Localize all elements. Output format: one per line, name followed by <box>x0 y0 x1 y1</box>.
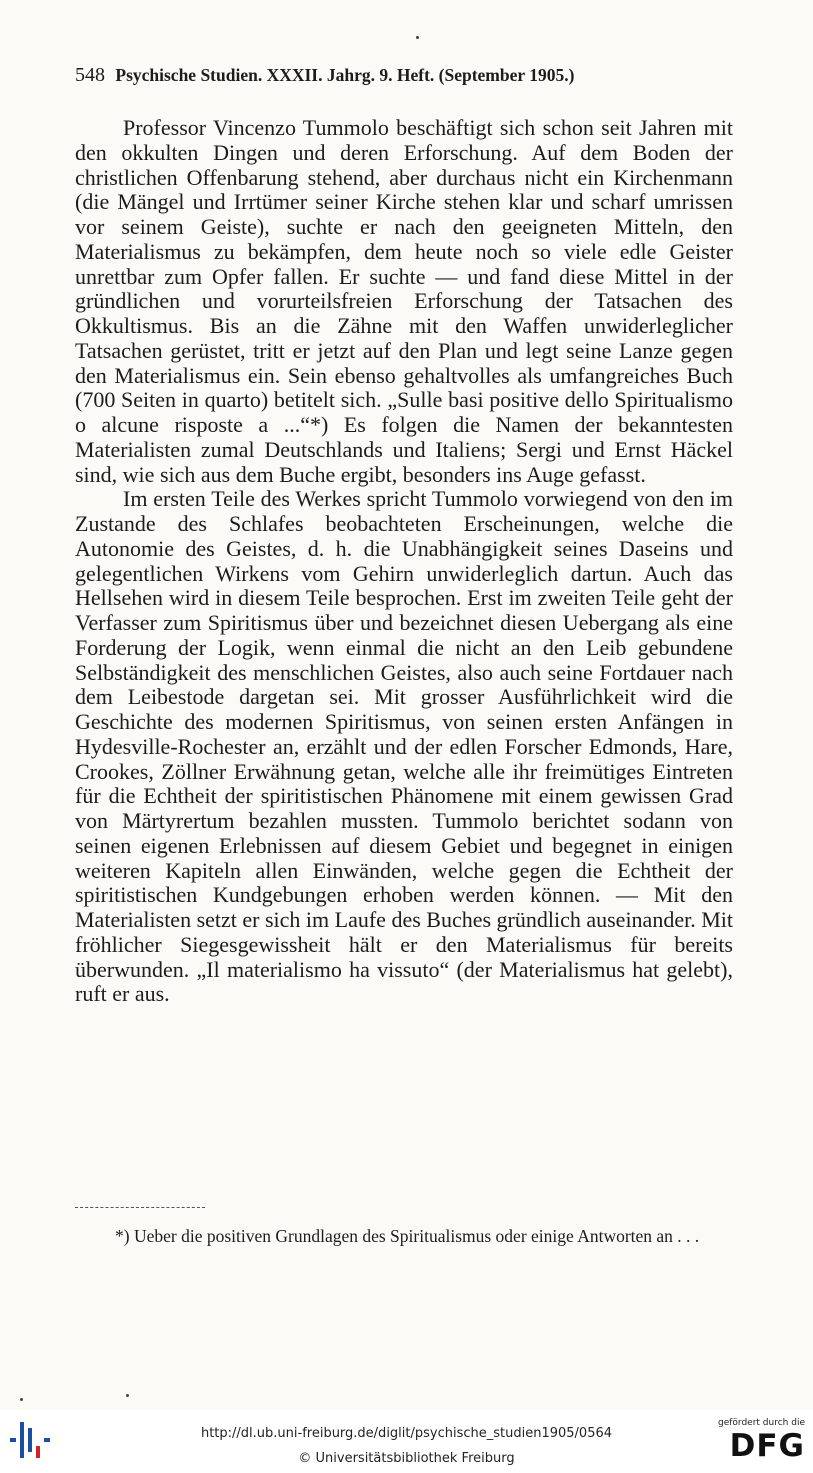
running-title: Psychische Studien. XXXII. Jahrg. 9. Heft. (September 1905.) <box>115 65 575 85</box>
copyright-text: © Universitätsbibliothek Freiburg <box>298 1451 515 1466</box>
paragraph-2: Im ersten Teile des Werkes spricht Tummolo vorwiegend von den im Zustande des Schlafes beobachteten Erscheinungen, welche die Autonomie des Geistes, d. h. die Unabhängigkeit seines Daseins und gelegentlichen Wirkens vom Gehirn unwiderleglich dartun. Auch das Hellsehen wird in diesem Teile besprochen. Erst im zweiten Teile geht der Verfasser zum Spiritismus über und bezeichnet diesen Uebergang als eine Forderung der Logik, wenn einmal die nicht an den Leib gebundene Selbständigkeit des menschlichen Geistes, also auch seine Fortdauer nach dem Leibestode dargetan sei. Mit grosser Ausführlichkeit wird die Geschichte des modernen Spiritismus, von seinen ersten Anfängen in Hydesville-Rochester an, erzählt und der edlen Forscher Edmonds, Hare, Crookes, Zöllner Erwähnung getan, welche alle ihr freimütiges Eintreten für die Echtheit der spiritistischen Phänomene mit einem gewissen Grad von Märtyrertum bezahlen mussten. Tummolo berichtet sodann von seinen eigenen Erlebnissen auf diesem Gebiet und begegnet in einigen weiteren Kapiteln allen Einwänden, welche gegen die Echtheit der spiritistischen Kundgebungen erhoben werden können. — Mit den Materialisten setzt er sich im Laufe des Buches gründlich auseinander. Mit fröhlicher Siegesgewissheit hält er den Materialismus für bereits überwunden. „Il materialismo ha vissuto“ (der Materialismus hat gelebt), ruft er aus. <box>75 486 733 1007</box>
funder-caption: gefördert durch die <box>718 1418 805 1428</box>
library-footer <box>0 1410 813 1473</box>
main-text <box>75 116 733 1007</box>
footnote-rule <box>75 1207 205 1208</box>
funder-logo-text: DFG <box>729 1428 805 1464</box>
paragraph-1: Professor Vincenzo Tummolo beschäftigt sich schon seit Jahren mit den okkulten Dingen und deren Erforschung. Auf dem Boden der christlichen Offenbarung stehend, aber durchaus nicht ein Kirchenmann (die Mängel und Irrtümer seiner Kirche stehen klar und scharf umrissen vor seinem Geiste), suchte er nach den geeigneten Mitteln, den Materialismus zu bekämpfen, dem heute noch so viele edle Geister unrettbar zum Opfer fallen. Er suchte — und fand diese Mittel in der gründlichen und vorurteilsfreien Erforschung der Tatsachen des Okkultismus. Bis an die Zähne mit den Waffen unwiderleglicher Tatsachen gerüstet, tritt er jetzt auf den Plan und legt seine Lanze gegen den Materialismus ein. Sein ebenso gehaltvolles als umfangreiches Buch (700 Seiten in quarto) betitelt sich. „Sulle basi positive dello Spiritualismo o alcune risposte a ...“*) Es folgen die Namen der bekanntesten Materialisten zumal Deutschlands und Italiens; Sergi und Ernst Häckel sind, wie sich aus dem Buche ergibt, besonders ins Auge gefasst. <box>75 115 733 487</box>
scan-speck <box>126 1394 129 1397</box>
scan-speck <box>20 1398 23 1401</box>
page-number: 548 <box>75 64 105 86</box>
footnote: *) Ueber die positiven Grundlagen des Spiritualismus oder einige Antworten an . . . <box>115 1226 700 1246</box>
scan-speck <box>416 36 419 39</box>
running-header <box>75 64 735 87</box>
dfg-logo <box>713 1418 805 1468</box>
source-url[interactable]: http://dl.ub.uni-freiburg.de/diglit/psychische_studien1905/0564 <box>200 1426 613 1441</box>
